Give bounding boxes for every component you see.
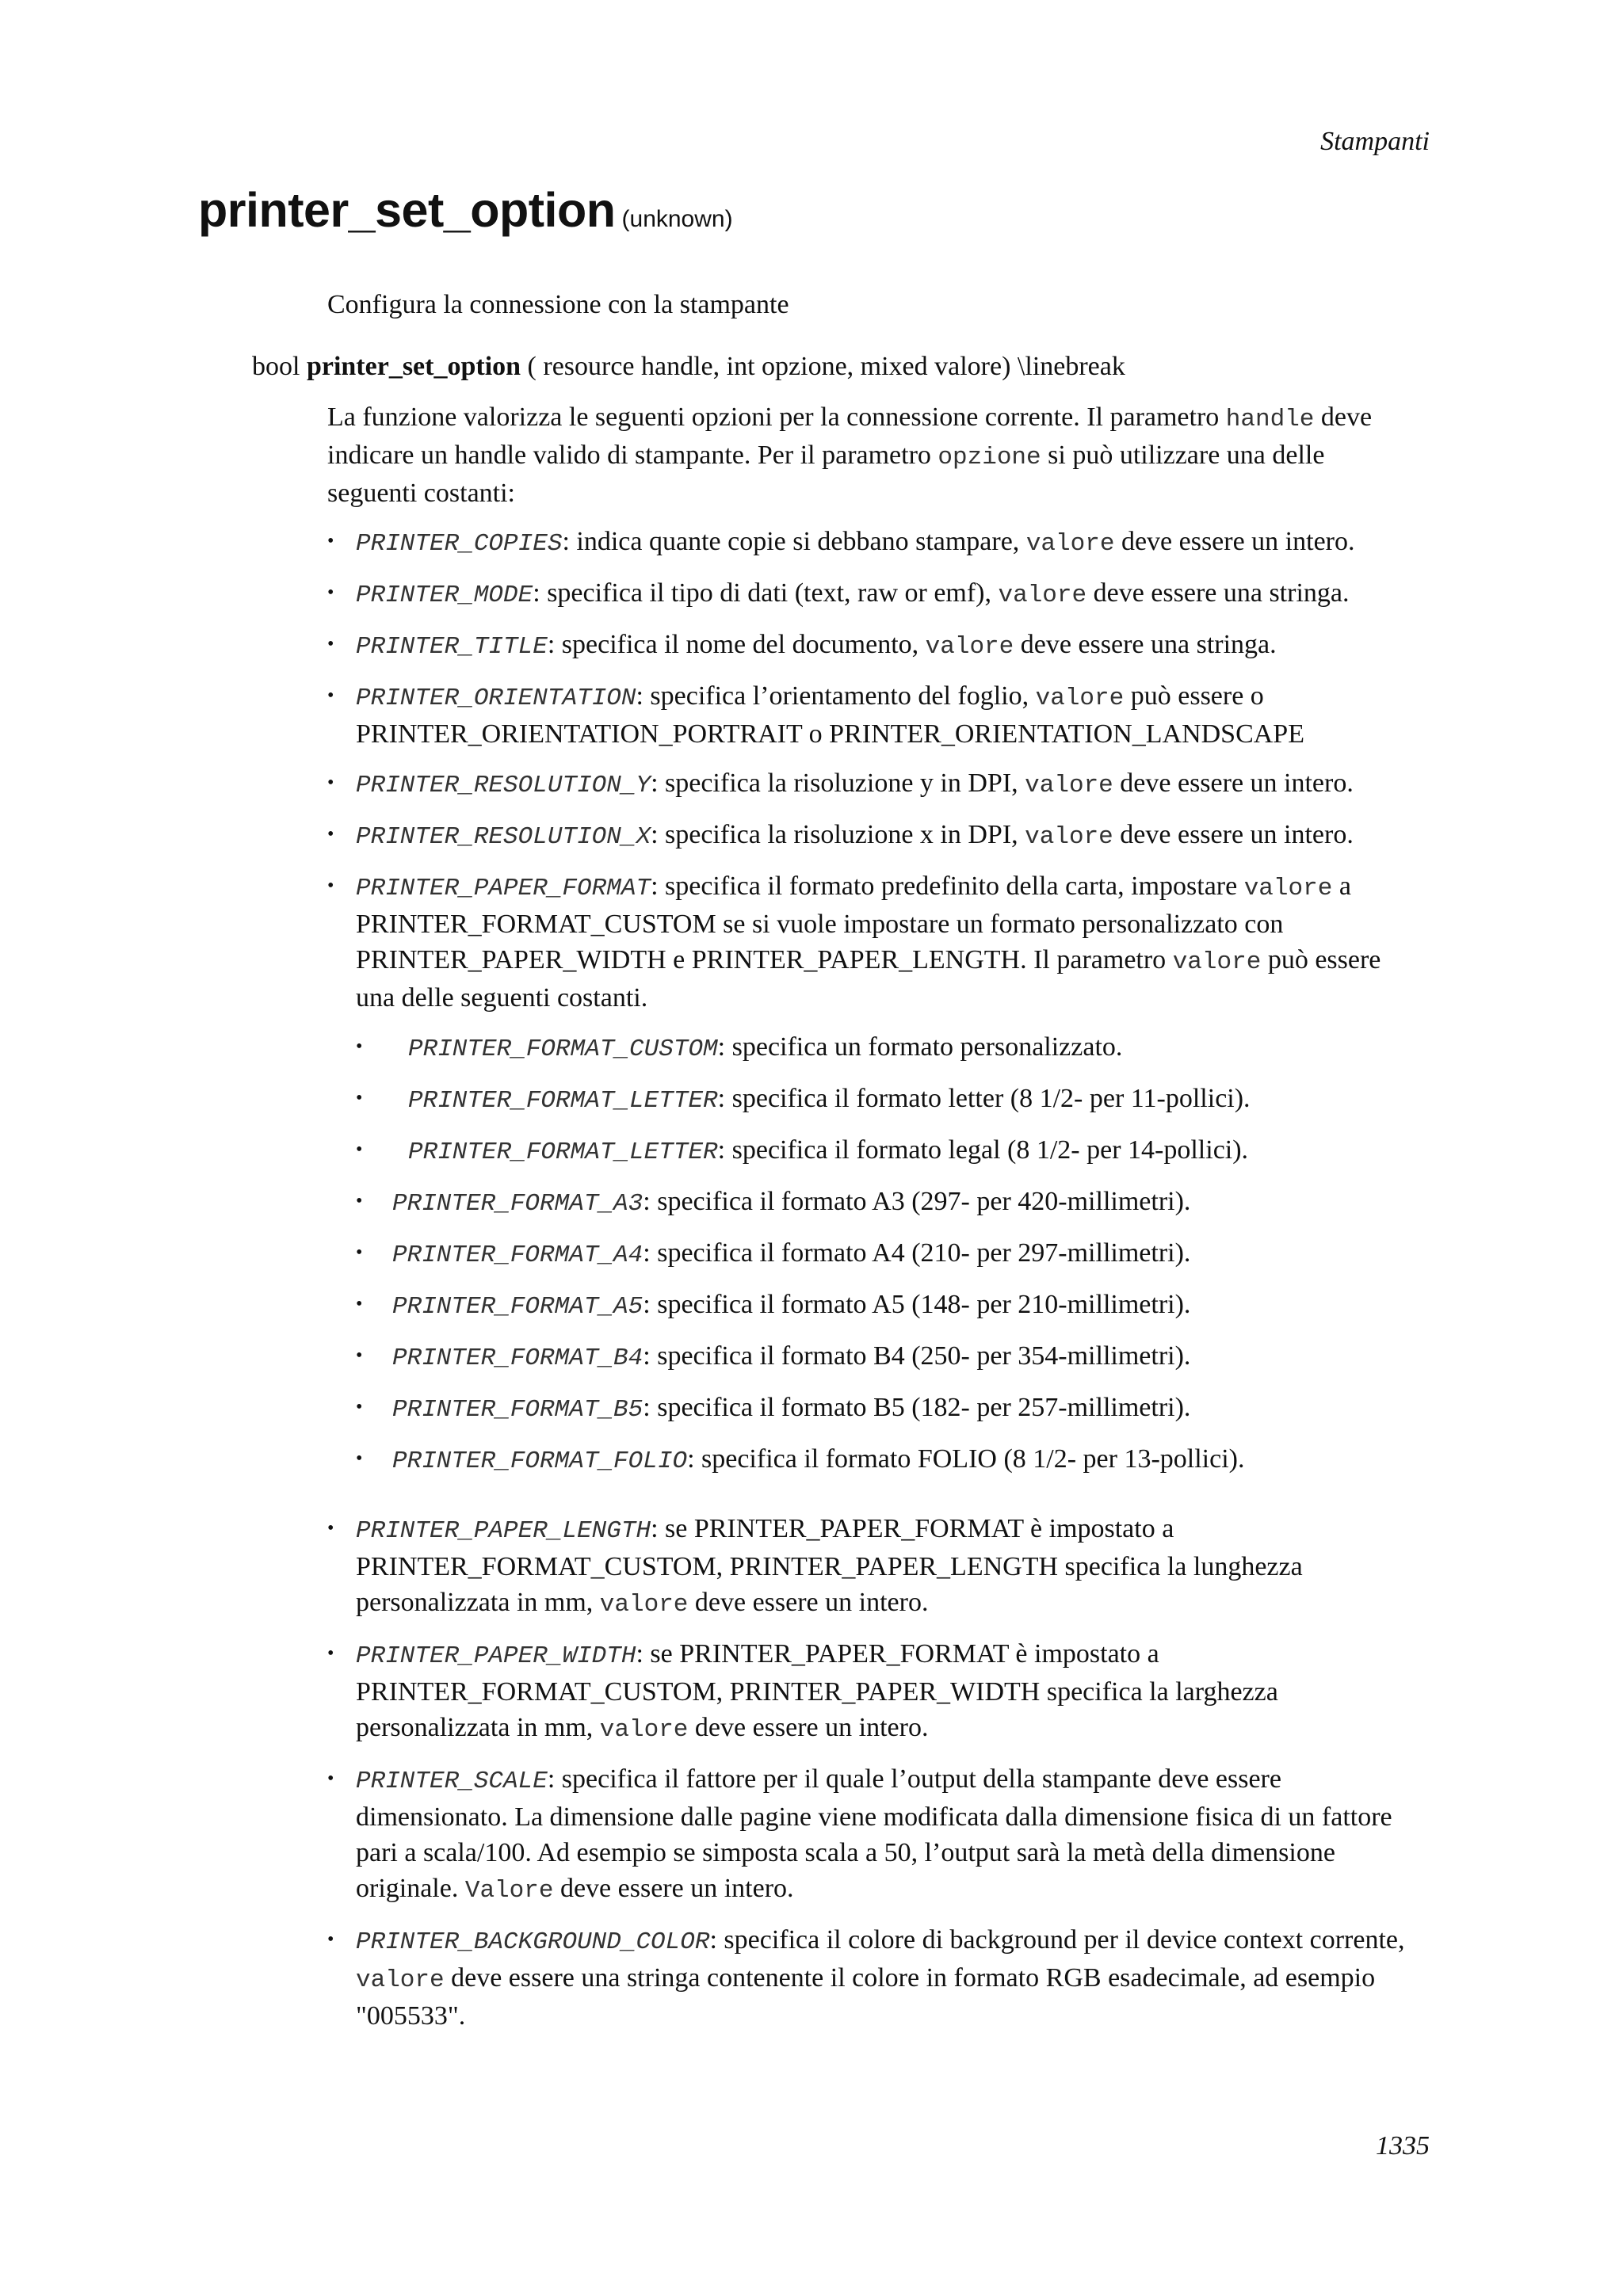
running-header: Stampanti	[1320, 127, 1430, 156]
option-text: deve essere un intero.	[1114, 527, 1355, 556]
option-item	[327, 1922, 1421, 2034]
param-valore: Valore	[464, 1877, 554, 1905]
description-text: La funzione valorizza le seguenti opzioni per la connessione corrente. Il parametro	[327, 402, 1226, 432]
description-text: si può utilizzare una delle seguenti costanti:	[327, 441, 1325, 508]
format-item	[356, 1287, 1421, 1325]
option-text: : se PRINTER_PAPER_FORMAT è impostato a PRINTER_FORMAT_CUSTOM, PRINTER_PAPER_LENGTH specifica la lunghezza personalizzata in mm,	[356, 1514, 1303, 1617]
option-constant: PRINTER_ORIENTATION	[356, 685, 636, 712]
format-constant: PRINTER_FORMAT_LETTER	[408, 1087, 718, 1115]
format-constant: PRINTER_FORMAT_B4	[392, 1344, 643, 1372]
param-valore: valore	[599, 1716, 689, 1744]
option-text: : specifica il nome del documento,	[547, 630, 926, 659]
option-constant: PRINTER_RESOLUTION_X	[356, 823, 651, 851]
format-text: : specifica il formato letter (8 1/2- per 11-pollici).	[717, 1084, 1251, 1113]
synopsis-arguments: ( resource handle, int opzione, mixed valore) \linebreak	[521, 352, 1125, 381]
option-item	[327, 575, 1421, 613]
param-valore: valore	[998, 582, 1087, 609]
option-text: può essere o PRINTER_ORIENTATION_PORTRAIT o PRINTER_ORIENTATION_LANDSCAPE	[356, 681, 1304, 749]
function-title: printer_set_option	[198, 183, 616, 237]
option-item	[327, 627, 1421, 665]
option-text: deve essere un intero.	[1113, 769, 1354, 798]
paper-formats-list	[356, 1029, 1421, 1479]
option-text: : specifica il colore di background per il device context corrente,	[709, 1925, 1405, 1955]
description-text: deve indicare un handle valido di stampante. Per il parametro	[327, 402, 1373, 470]
format-item	[356, 1081, 1421, 1119]
option-text: deve essere una stringa.	[1086, 578, 1350, 608]
format-item	[356, 1132, 1421, 1170]
param-valore: valore	[1025, 772, 1113, 799]
option-text: a PRINTER_FORMAT_CUSTOM se si vuole impostare un formato personalizzato con PRINTER_PAPER_WIDTH e PRINTER_PAPER_LENGTH. Il parametro	[356, 871, 1351, 974]
function-version: (unknown)	[621, 206, 733, 232]
page-number: 1335	[1376, 2131, 1430, 2161]
option-constant: PRINTER_BACKGROUND_COLOR	[356, 1928, 710, 1956]
format-constant: PRINTER_FORMAT_CUSTOM	[408, 1035, 718, 1063]
option-item	[327, 868, 1421, 1479]
option-text: deve essere una stringa contenente il colore in formato RGB esadecimale, ad esempio "005533".	[356, 1963, 1376, 2031]
format-text: : specifica il formato legal (8 1/2- per 14-pollici).	[717, 1135, 1249, 1165]
option-text: deve essere una stringa.	[1014, 630, 1277, 659]
param-handle: handle	[1225, 406, 1315, 433]
option-text: deve essere un intero.	[1113, 820, 1354, 849]
param-valore: valore	[599, 1591, 689, 1619]
param-valore: valore	[1025, 530, 1115, 558]
param-valore: valore	[1025, 823, 1113, 851]
option-item	[327, 1761, 1421, 1909]
option-item	[327, 765, 1421, 803]
synopsis-function-name: printer_set_option	[306, 352, 521, 381]
option-text: : specifica la risoluzione x in DPI,	[651, 820, 1025, 849]
param-valore: valore	[1172, 948, 1262, 976]
option-constant: PRINTER_RESOLUTION_Y	[356, 772, 651, 799]
option-item	[327, 817, 1421, 855]
format-text: : specifica il formato B5 (182- per 257-millimetri).	[643, 1393, 1191, 1422]
option-constant: PRINTER_COPIES	[356, 530, 563, 558]
return-type: bool	[252, 352, 300, 381]
option-item	[327, 678, 1421, 752]
option-constant: PRINTER_PAPER_LENGTH	[356, 1517, 651, 1545]
format-text: : specifica il formato A3 (297- per 420-millimetri).	[643, 1187, 1191, 1216]
option-text: : se PRINTER_PAPER_FORMAT è impostato a PRINTER_FORMAT_CUSTOM, PRINTER_PAPER_WIDTH specifica la larghezza personalizzata in mm,	[356, 1639, 1278, 1742]
function-purpose: Configura la connessione con la stampante	[327, 290, 789, 319]
options-list	[327, 524, 1421, 2034]
format-text: : specifica il formato FOLIO (8 1/2- per 13-pollici).	[687, 1444, 1245, 1474]
option-constant: PRINTER_PAPER_WIDTH	[356, 1642, 636, 1670]
option-item	[327, 524, 1421, 562]
option-text: deve essere un intero.	[688, 1713, 929, 1742]
option-item	[327, 1511, 1421, 1623]
param-valore: valore	[356, 1966, 445, 1994]
format-text: : specifica il formato A4 (210- per 297-millimetri).	[643, 1238, 1191, 1268]
option-text: deve essere un intero.	[688, 1588, 929, 1617]
format-constant: PRINTER_FORMAT_A4	[392, 1241, 643, 1269]
option-text: : specifica la risoluzione y in DPI,	[651, 769, 1025, 798]
format-text: : specifica il formato B4 (250- per 354-millimetri).	[643, 1341, 1191, 1371]
option-text: : specifica il tipo di dati (text, raw or emf),	[533, 578, 999, 608]
param-valore: valore	[1243, 875, 1333, 902]
format-constant: PRINTER_FORMAT_LETTER	[408, 1138, 718, 1166]
format-item	[356, 1235, 1421, 1273]
option-text: può essere una delle seguenti costanti.	[356, 945, 1381, 1013]
format-item	[356, 1338, 1421, 1376]
format-text: : specifica il formato A5 (148- per 210-millimetri).	[643, 1290, 1191, 1319]
function-synopsis	[252, 352, 1125, 382]
option-text: deve essere un intero.	[553, 1874, 794, 1903]
function-heading	[198, 182, 733, 238]
description-paragraph	[327, 399, 1421, 511]
format-item	[356, 1184, 1421, 1222]
format-item	[356, 1441, 1421, 1479]
option-text: : specifica il fattore per il quale l’output della stampante deve essere dimensionato. La dimensione dalle pagine viene modificata dalla dimensione fisica di un fattore pari a scala/100. Ad esempio se simposta scala a 50, l’output sarà la metà della dimensione originale.	[356, 1764, 1392, 1903]
param-valore: valore	[925, 633, 1014, 661]
param-valore: valore	[1035, 685, 1125, 712]
format-constant: PRINTER_FORMAT_A3	[392, 1190, 643, 1218]
param-opzione: opzione	[938, 444, 1041, 471]
option-constant: PRINTER_PAPER_FORMAT	[356, 875, 651, 902]
format-constant: PRINTER_FORMAT_FOLIO	[392, 1447, 688, 1475]
format-item	[356, 1029, 1421, 1067]
option-constant: PRINTER_SCALE	[356, 1768, 548, 1795]
format-item	[356, 1390, 1421, 1428]
format-text: : specifica un formato personalizzato.	[717, 1032, 1123, 1062]
option-text: : indica quante copie si debbano stampare,	[562, 527, 1026, 556]
option-item	[327, 1636, 1421, 1748]
description-body	[327, 399, 1421, 2047]
option-constant: PRINTER_TITLE	[356, 633, 548, 661]
format-constant: PRINTER_FORMAT_B5	[392, 1396, 643, 1424]
option-text: : specifica l’orientamento del foglio,	[636, 681, 1036, 711]
option-constant: PRINTER_MODE	[356, 582, 533, 609]
option-text: : specifica il formato predefinito della carta, impostare	[651, 871, 1244, 901]
format-constant: PRINTER_FORMAT_A5	[392, 1293, 643, 1321]
